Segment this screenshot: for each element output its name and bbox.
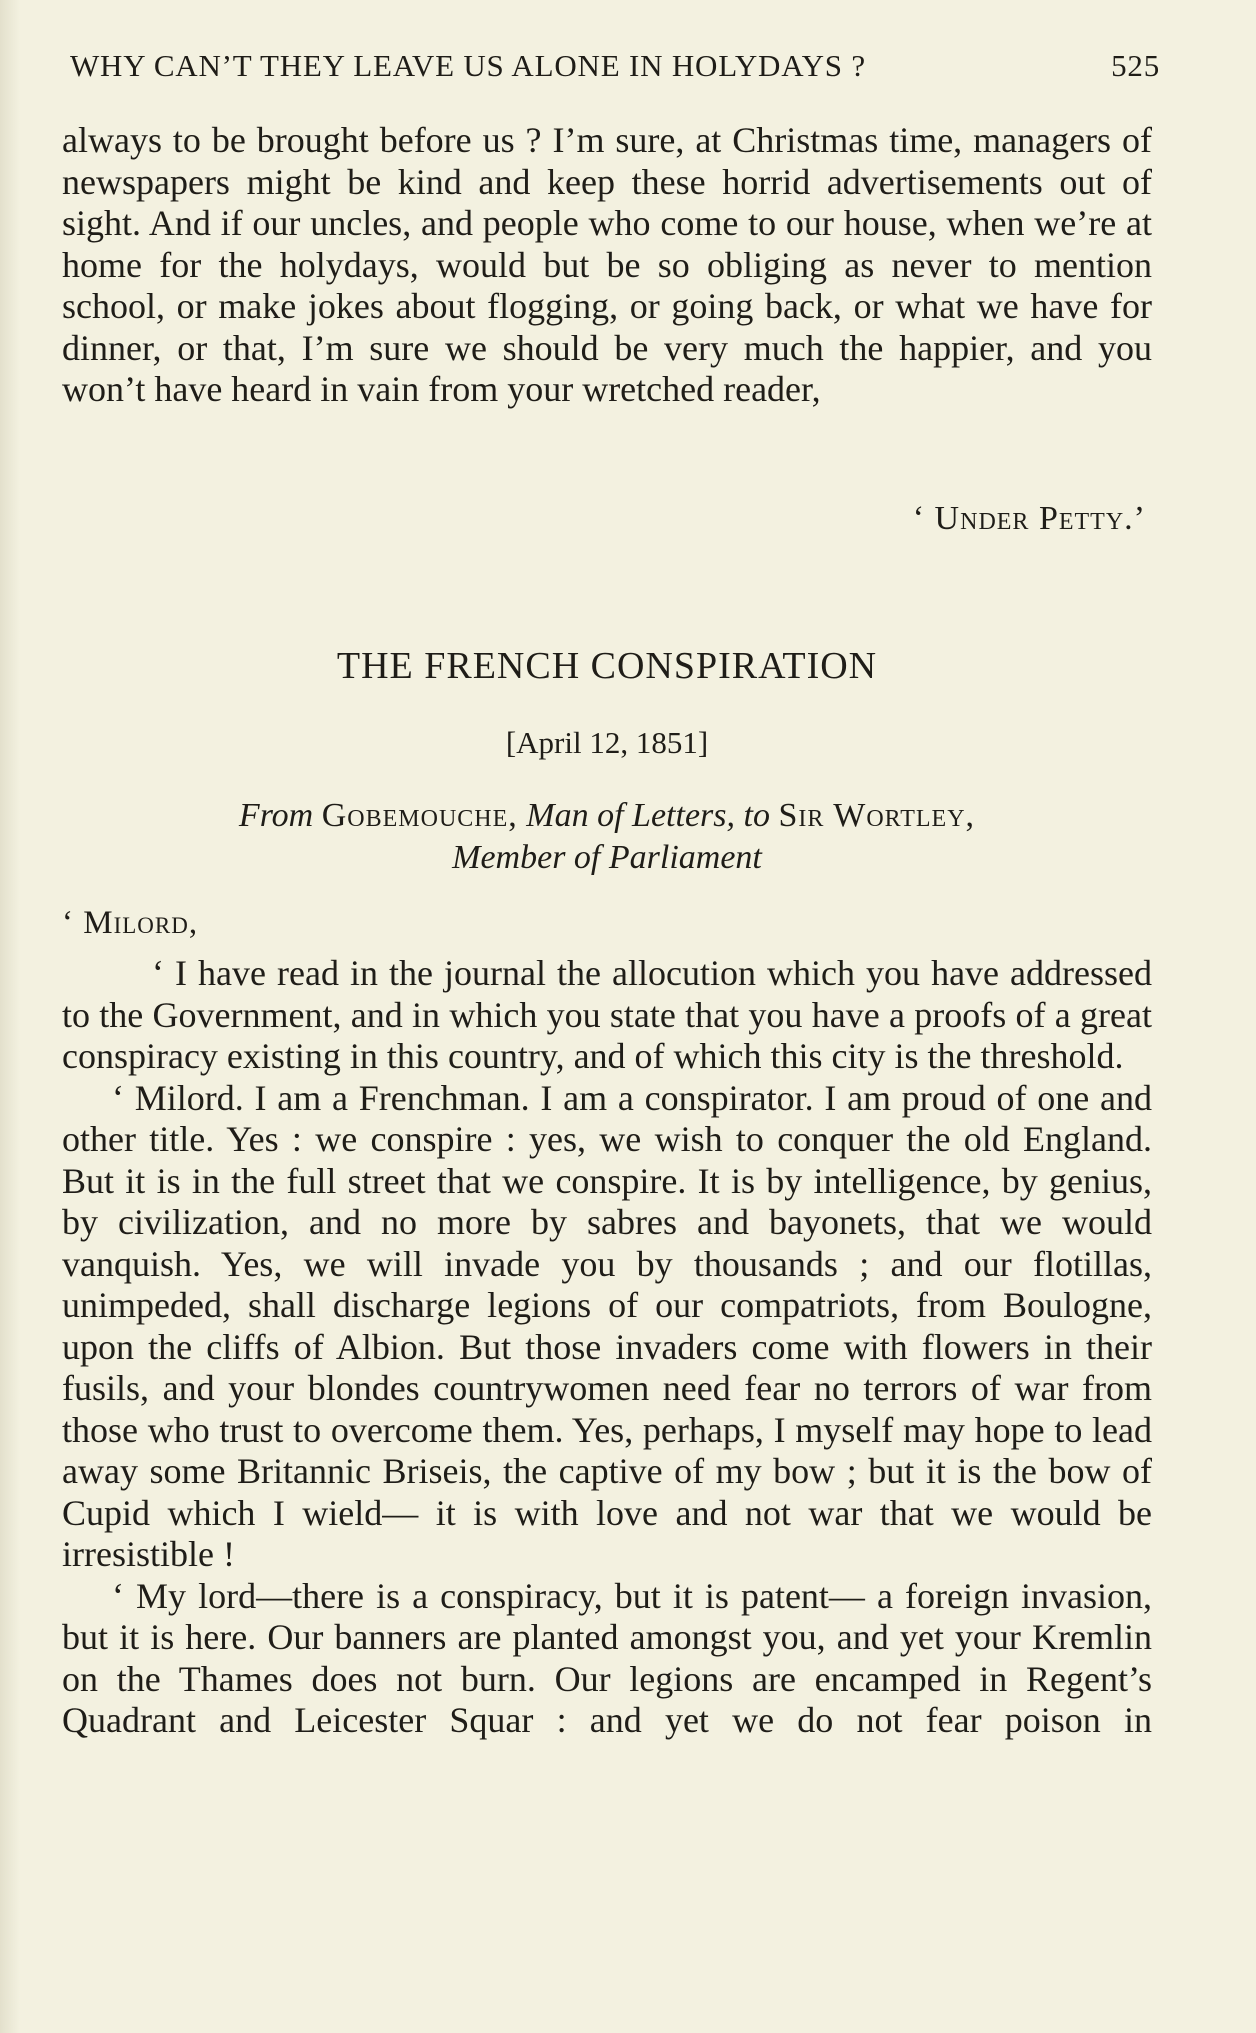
subhead-to: to (743, 797, 770, 834)
letter-body (62, 953, 1152, 1742)
letter-signoff: ‘ Under Petty.’ (912, 500, 1146, 537)
continuation-paragraph: always to be brought before us ? I’m sure, at Christmas time, managers of newspapers might be kind and keep these horrid advertisements out of sight. And if our uncles, and people who come to our house, when we’re at home for the holydays, would but be so obliging as never to mention school, or make jokes about flogging, or going back, or what we have for dinner, or that, I’m sure we should be very much the happier, and you won’t have heard in vain from your wretched reader, (62, 120, 1152, 409)
letter-salutation: ‘ Milord, (62, 905, 199, 941)
page-gutter-shadow (0, 0, 20, 2033)
article-date: [April 12, 1851] (505, 725, 709, 760)
article-subhead (62, 795, 1152, 879)
letter-paragraph: ‘ Milord. I am a Frenchman. I am a conspirator. I am proud of one and other title. Yes : we conspire : yes, we wish to conquer the old England. But it is in the full street that we conspire. It is by intelligence, by genius, by civilization, and no more by sabres and bayonets, that we would vanquish. Yes, we will invade you by thousands ; and our flotillas, unimpeded, shall discharge legions of our compatriots, from Boulogne, upon the cliffs of Albion. But those invaders come with flowers in their fusils, and your blondes countrywomen need fear no terrors of war from those who trust to overcome them. Yes, perhaps, I myself may hope to lead away some Britannic Briseis, the captive of my bow ; but it is the bow of Cupid which I wield— it is with love and not war that we would be irresistible ! (62, 1077, 1152, 1574)
subhead-from: From (238, 797, 314, 834)
running-head-title: WHY CAN’T THEY LEAVE US ALONE IN HOLYDAYS ? (70, 48, 866, 83)
letter-paragraph: ‘ I have read in the journal the allocution which you have addressed to the Government, and in which you state that you have a proofs of a great conspiracy existing in this country, and of which this city is the threshold. (62, 953, 1152, 1076)
continuation-text (62, 120, 1152, 411)
page-number: 525 (1111, 48, 1160, 83)
subhead-line-1 (62, 795, 1152, 837)
subhead-line-2: Member of Parliament (452, 839, 762, 876)
subhead-recipient: Sir Wortley, (778, 797, 976, 834)
article-title: THE FRENCH CONSPIRATION (336, 645, 878, 687)
subhead-author: Gobemouche, (321, 797, 518, 834)
subhead-role: Man of Letters, (526, 797, 735, 834)
letter-paragraph: ‘ My lord—there is a conspiracy, but it is patent— a foreign invasion, but it is here. Our banners are planted amongst you, and yet your Kremlin on the Thames does not burn. Our legions are encamped in Regent’s Quadrant and Leicester Squar : and yet we do not fear poison in (62, 1575, 1152, 1740)
running-head (70, 48, 1160, 84)
